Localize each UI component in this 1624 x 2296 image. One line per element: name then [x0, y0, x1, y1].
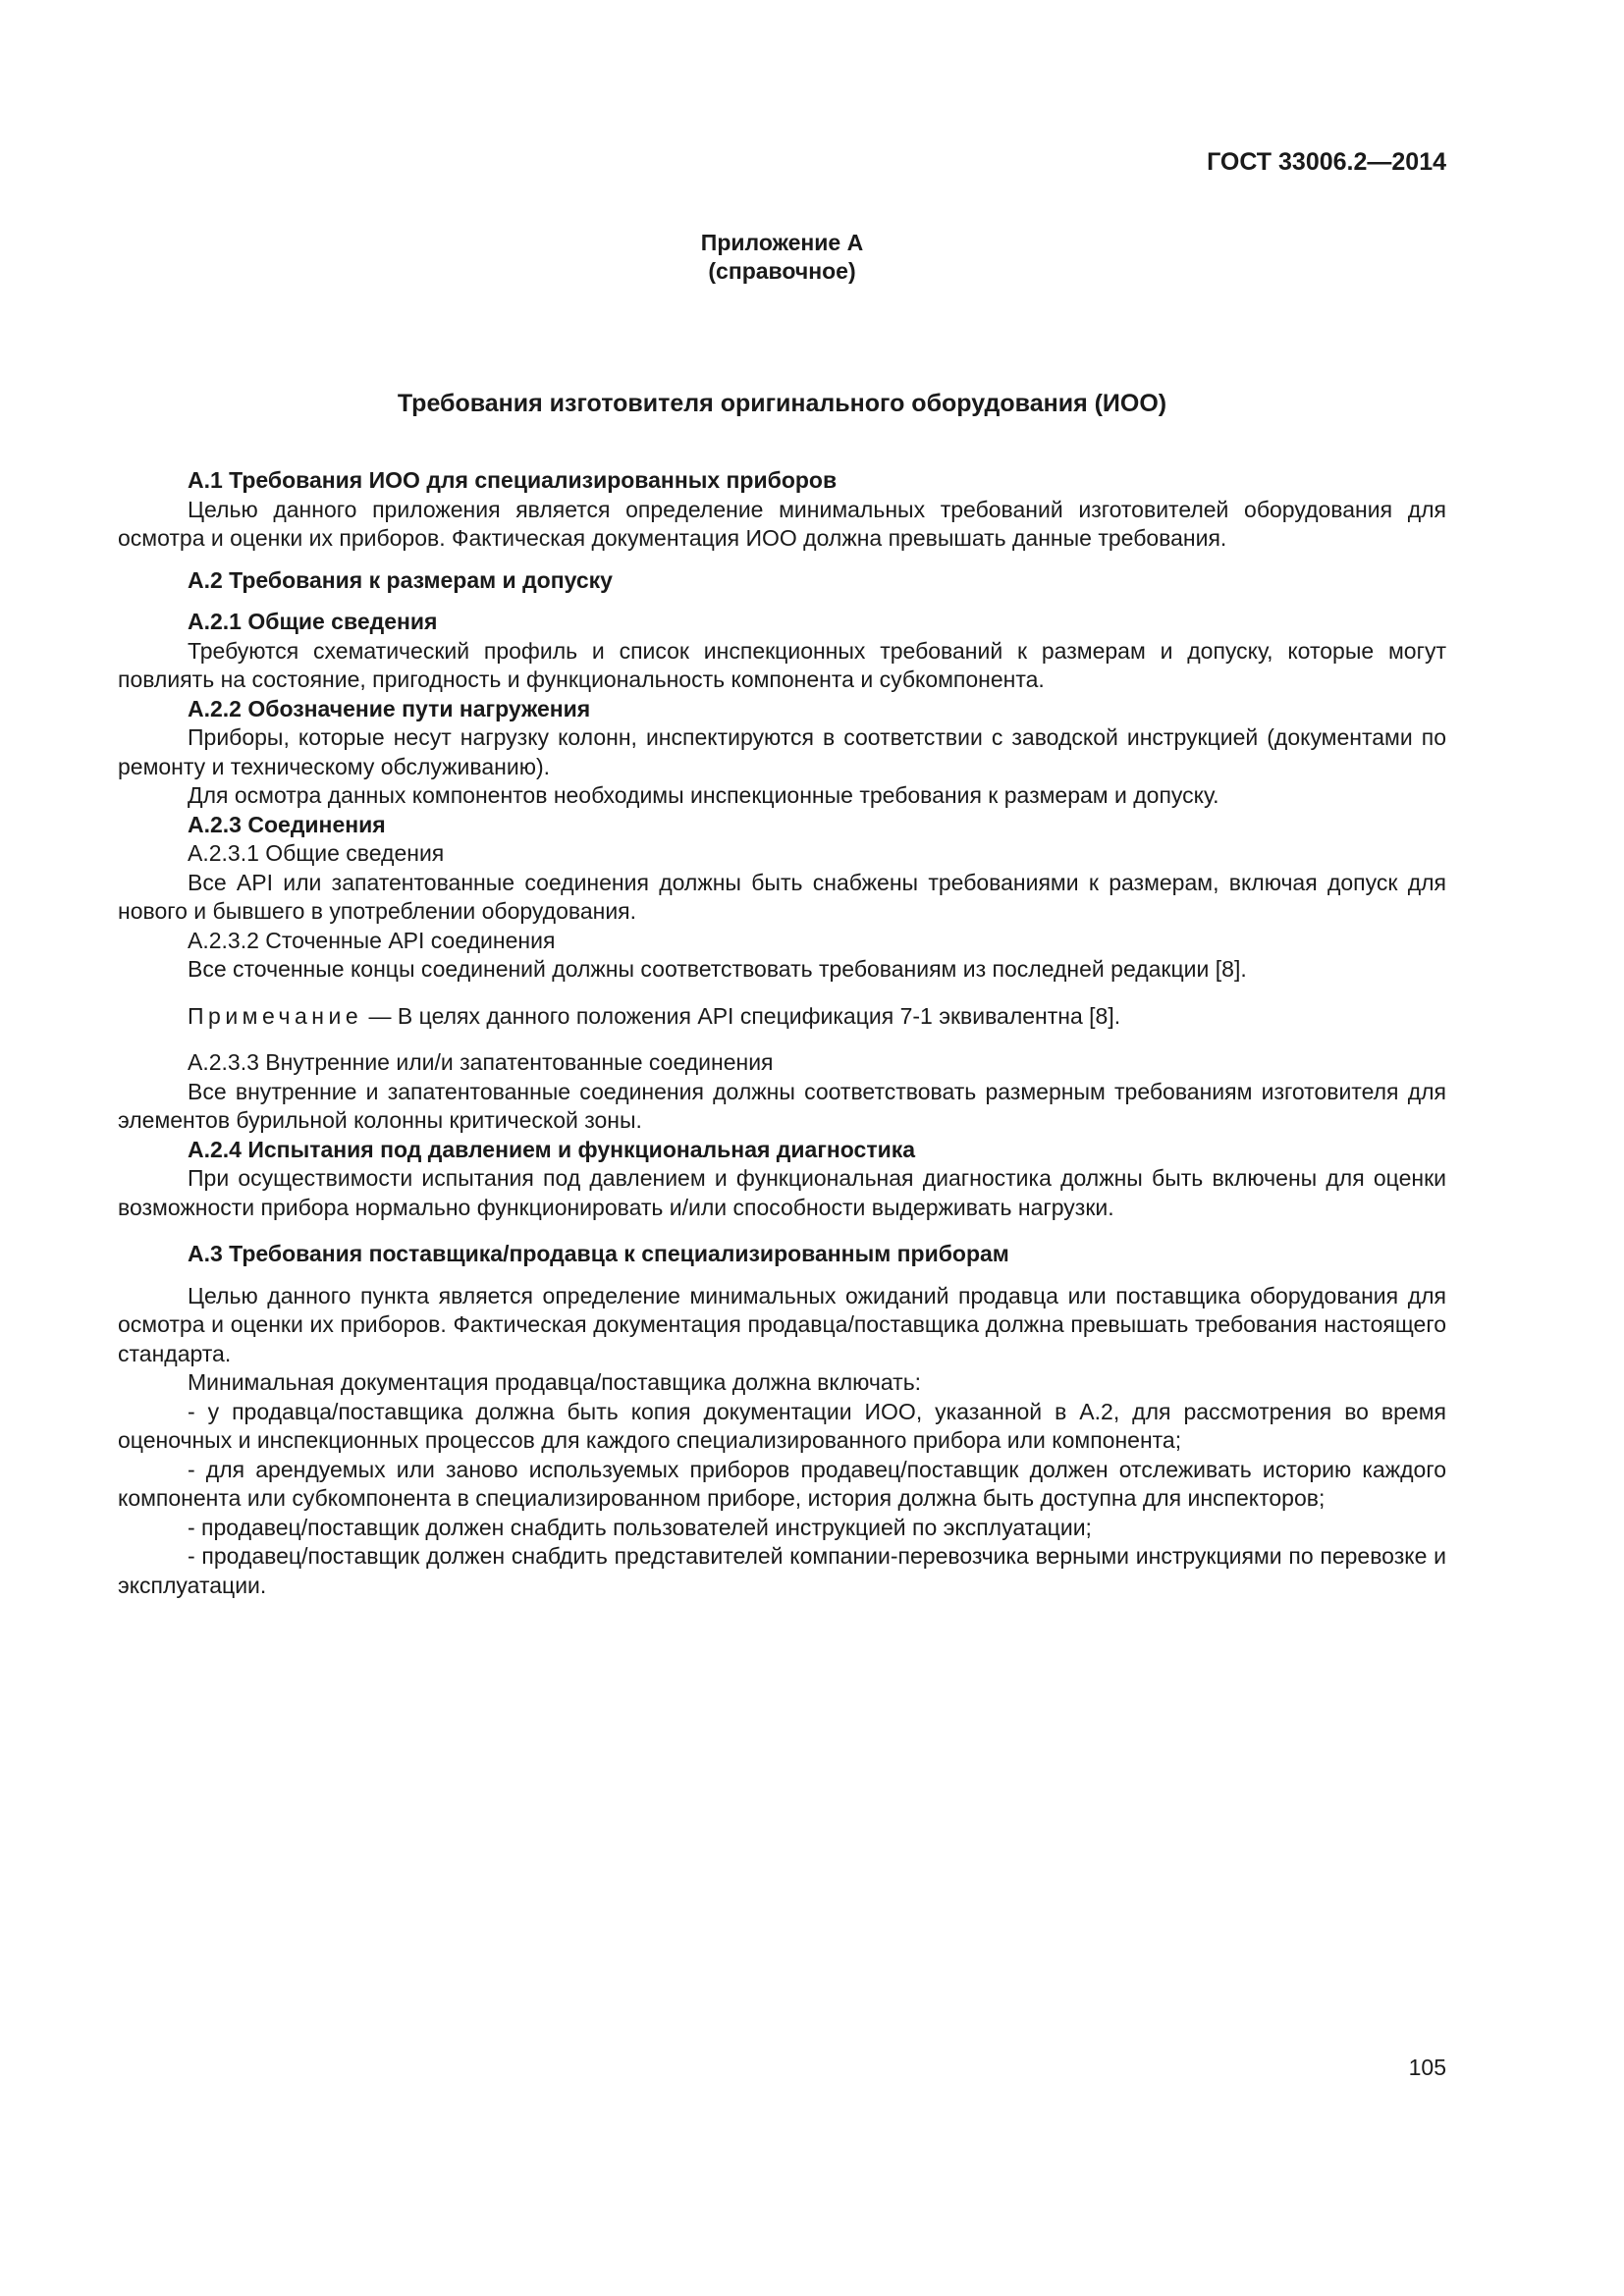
annex-title: Требования изготовителя оригинального оборудования (ИОО) [397, 390, 1167, 417]
clause-heading-a233: А.2.3.3 Внутренние или/и запатентованные соединения [188, 1049, 774, 1075]
note-label: Примечание [188, 1002, 363, 1029]
subsection-heading-a21: А.2.1 Общие сведения [188, 609, 438, 634]
subsection-heading-a24: А.2.4 Испытания под давлением и функциональная диагностика [188, 1136, 916, 1162]
page-number: 105 [1408, 2055, 1446, 2080]
section-heading-a2: А.2 Требования к размерам и допуску [188, 566, 613, 593]
paragraph: Целью данного пункта является определение минимальных ожиданий продавца или поставщика оборудования для осмотра и оценки их приборов. Фактическая документация продавца/поставщика должна превышать требования настоящего стандарта. [118, 1282, 1446, 1366]
note-text: — В целях данного положения API спецификация 7-1 эквивалентна [8]. [362, 1002, 1121, 1029]
note [118, 1002, 1446, 1032]
paragraph: Минимальная документация продавца/поставщика должна включать: [188, 1369, 922, 1395]
paragraph: При осуществимости испытания под давлением и функциональная диагностика должны быть включены для оценки возможности прибора нормально функционировать и/или способности выдерживать нагрузки. [118, 1165, 1446, 1220]
list-item: - для арендуемых или заново используемых приборов продавец/поставщик должен отслеживать историю каждого компонента или субкомпонента в специализированном приборе, история должна быть доступна для инспекторов; [118, 1456, 1446, 1511]
document-body [118, 466, 1446, 1600]
clause-heading-a231: А.2.3.1 Общие сведения [188, 840, 445, 866]
list-item: - продавец/поставщик должен снабдить представителей компании-перевозчика верными инструкциями по перевозке и эксплуатации. [118, 1543, 1446, 1598]
paragraph: Все сточенные концы соединений должны соответствовать требованиям из последней редакции [8]. [188, 956, 1247, 982]
section-heading-a1: А.1 Требования ИОО для специализированных приборов [188, 467, 838, 493]
annex-label: Приложение А [700, 230, 864, 255]
list-item: - у продавца/поставщика должна быть копия документации ИОО, указанной в А.2, для рассмотрения во время оценочных и инспекционных процессов для каждого специализированного прибора или компонента; [118, 1398, 1446, 1453]
subsection-heading-a22: А.2.2 Обозначение пути нагружения [188, 695, 591, 721]
document-code: ГОСТ 33006.2—2014 [1207, 148, 1446, 176]
paragraph: Для осмотра данных компонентов необходимы инспекционные требования к размерам и допуску. [188, 782, 1219, 808]
paragraph: Приборы, которые несут нагрузку колонн, инспектируются в соответствии с заводской инструкцией (документами по ремонту и техническому обслуживанию). [118, 724, 1446, 779]
annex-header [118, 229, 1446, 286]
annex-status: (справочное) [708, 258, 856, 284]
list-item: - продавец/поставщик должен снабдить пользователей инструкцией по эксплуатации; [188, 1514, 1092, 1540]
paragraph: Целью данного приложения является определение минимальных требований изготовителей оборудования для осмотра и оценки их приборов. Фактическая документация ИОО должна превышать данные требования. [118, 496, 1446, 551]
subsection-heading-a23: А.2.3 Соединения [188, 811, 386, 837]
section-heading-a3: А.3 Требования поставщика/продавца к специализированным приборам [188, 1241, 1009, 1266]
paragraph: Все API или запатентованные соединения должны быть снабжены требованиями к размерам, включая допуск для нового и бывшего в употреблении оборудования. [118, 869, 1446, 924]
paragraph: Требуются схематический профиль и список инспекционных требований к размерам и допуску, которые могут повлиять на состояние, пригодность и функциональность компонента и субкомпонента. [118, 637, 1446, 692]
paragraph: Все внутренние и запатентованные соединения должны соответствовать размерным требованиям изготовителя для элементов бурильной колонны критической зоны. [118, 1078, 1446, 1133]
clause-heading-a232: А.2.3.2 Сточенные API соединения [188, 927, 556, 953]
